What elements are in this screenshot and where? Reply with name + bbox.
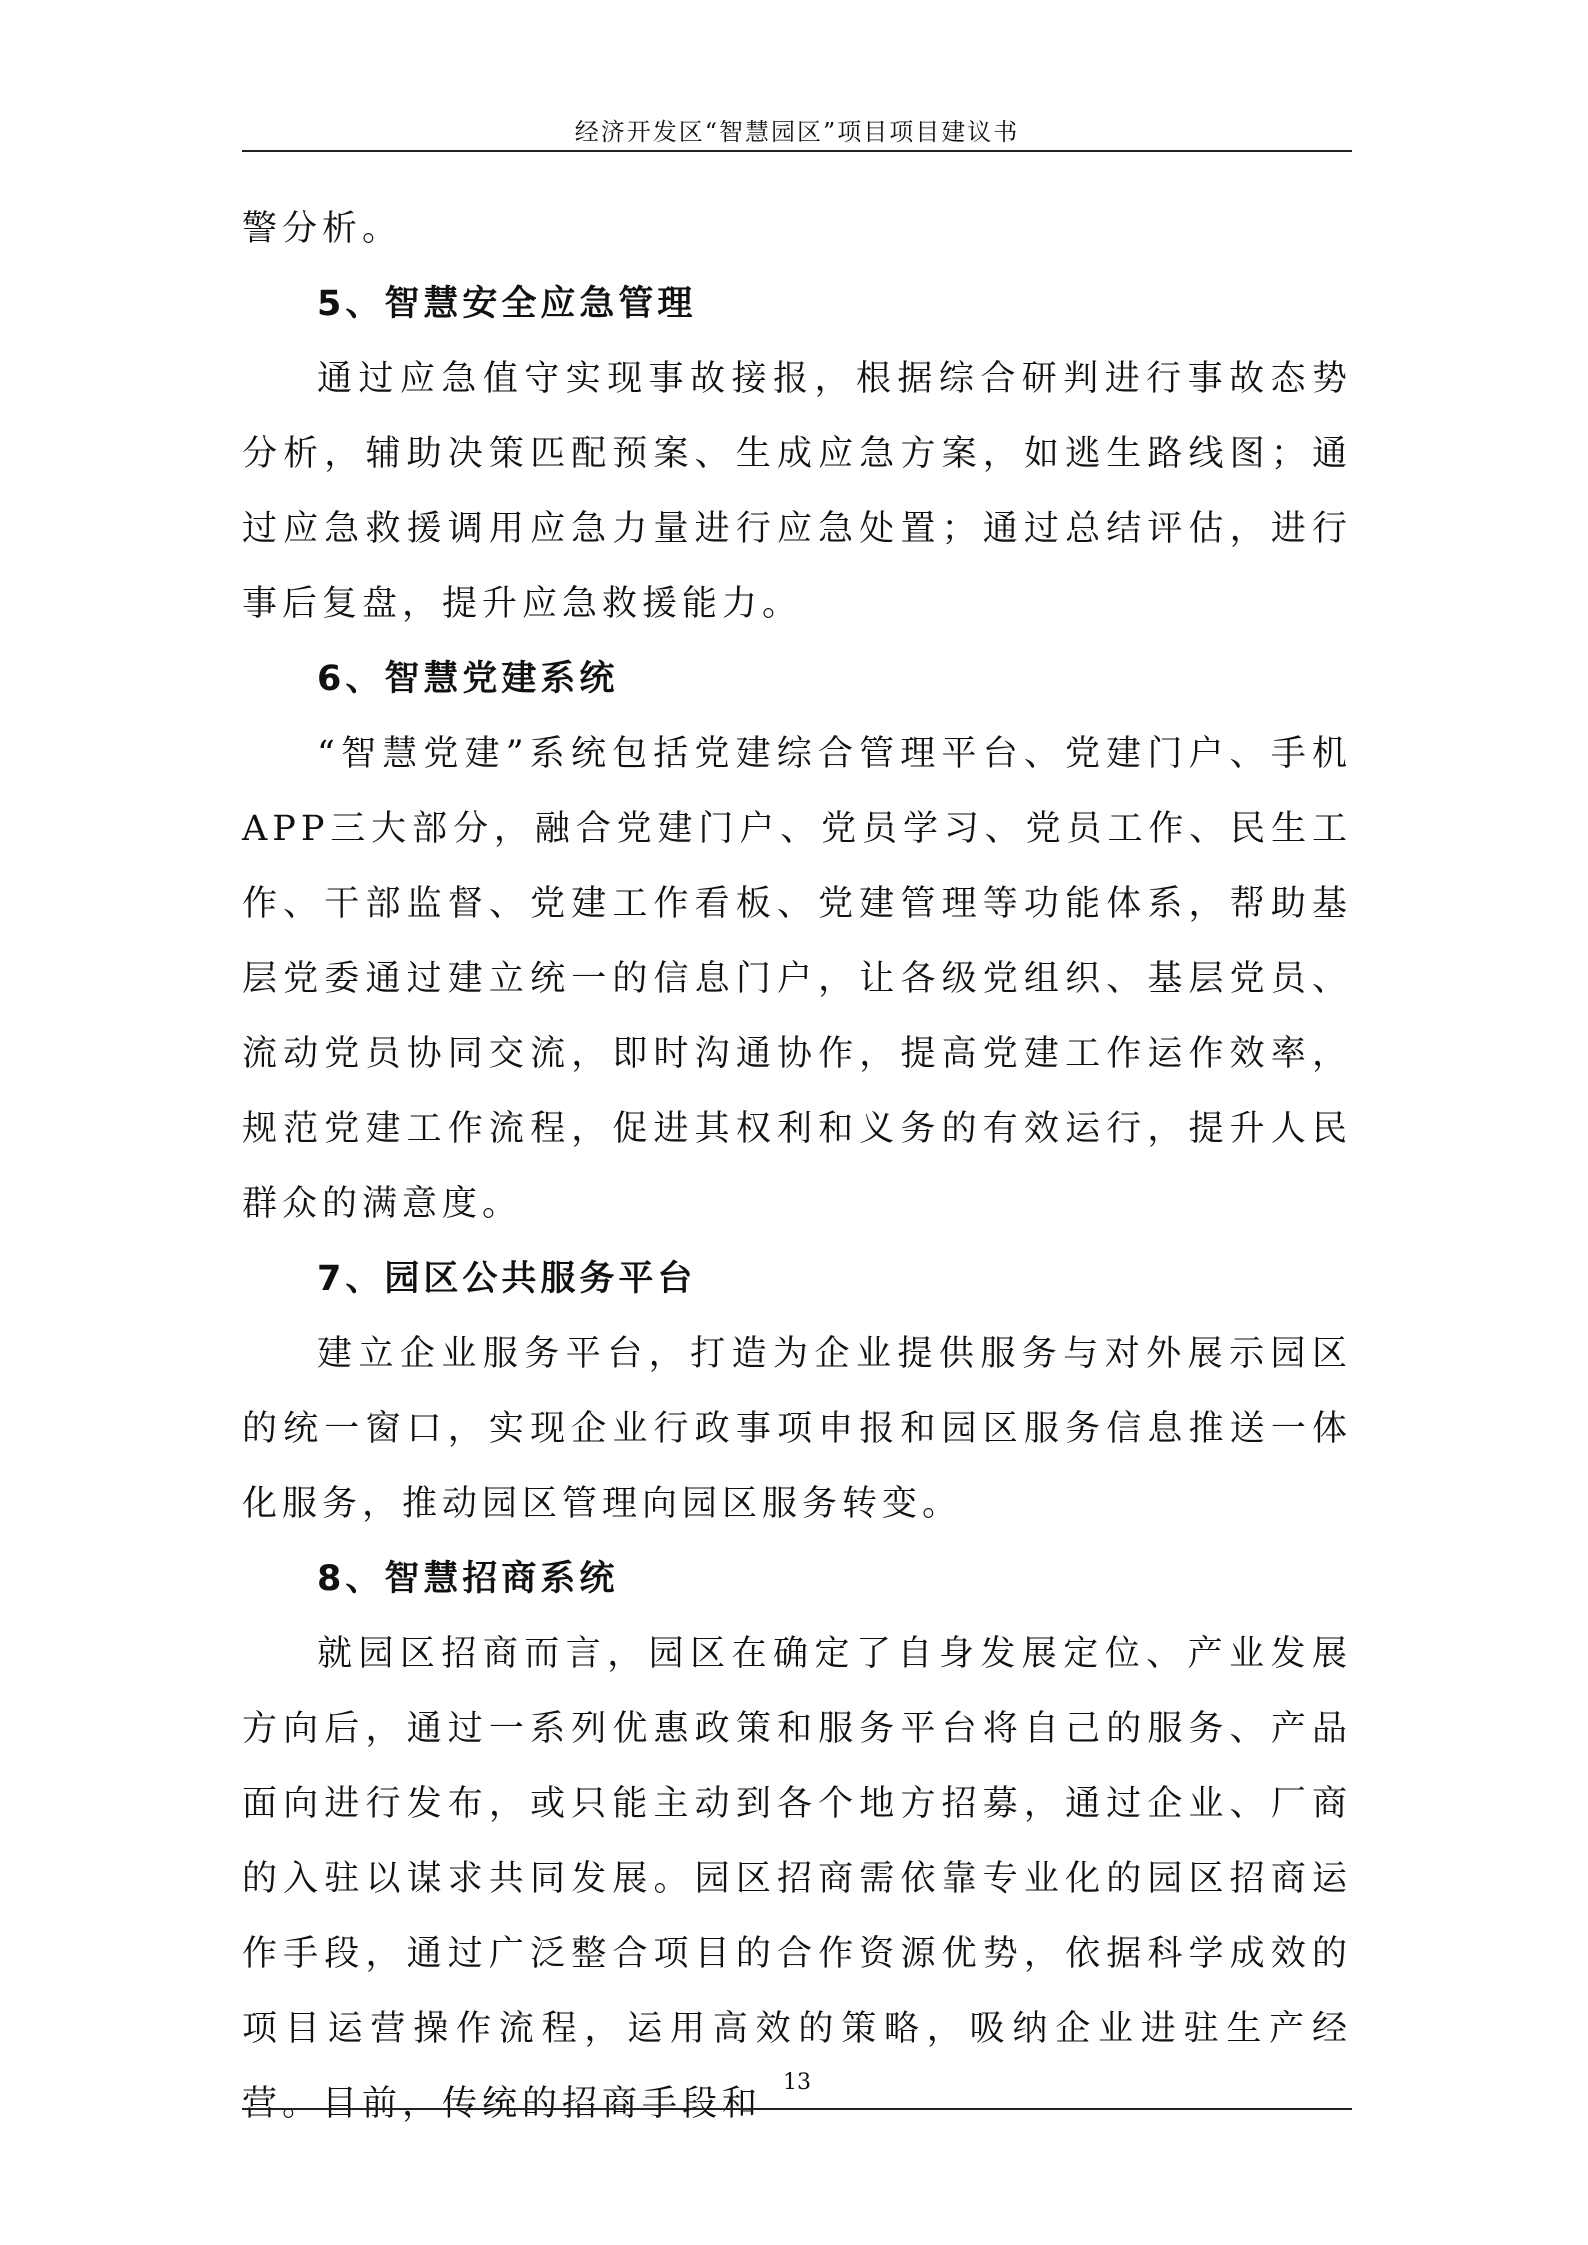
paragraph-investment-attraction: 就园区招商而言，园区在确定了自身发展定位、产业发展方向后，通过一系列优惠政策和服务平台将自己的服务、产品面向进行发布，或只能主动到各个地方招募，通过企业、厂商的入驻以谋求共同发展。园区招商需依靠专业化的园区招商运作手段，通过广泛整合项目的合作资源优势，依据科学成效的项目运营操作流程，运用高效的策略，吸纳企业进驻生产经营。目前，传统的招商手段和 xyxy=(242,1634,1352,2124)
paragraph-public-service-platform: 建立企业服务平台，打造为企业提供服务与对外展示园区的统一窗口，实现企业行政事项申报和园区服务信息推送一体化服务，推动园区管理向园区服务转变。 xyxy=(242,1334,1352,1524)
paragraph-emergency-management: 通过应急值守实现事故接报，根据综合研判进行事故态势分析，辅助决策匹配预案、生成应急方案，如逃生路线图；通过应急救援调用应急力量进行应急处置；通过总结评估，进行事后复盘，提升应急救援能力。 xyxy=(242,359,1352,624)
section-heading-public-service-platform: 7、园区公共服务平台 xyxy=(317,1259,697,1299)
section-heading-investment-attraction: 8、智慧招商系统 xyxy=(317,1559,619,1599)
running-header: 经济开发区“智慧园区”项目项目建议书 xyxy=(574,118,1020,146)
paragraph-party-building: “智慧党建”系统包括党建综合管理平台、党建门户、手机APP三大部分，融合党建门户、党员学习、党员工作、民生工作、干部监督、党建工作看板、党建管理等功能体系，帮助基层党委通过建立统一的信息门户，让各级党组织、基层党员、流动党员协同交流，即时沟通协作，提高党建工作运作效率，规范党建工作流程，促进其权利和义务的有效运行，提升人民群众的满意度。 xyxy=(242,734,1352,1224)
footer-divider xyxy=(242,2108,1352,2110)
section-heading-party-building: 6、智慧党建系统 xyxy=(317,659,619,699)
header-divider xyxy=(242,150,1352,152)
section-heading-emergency-management: 5、智慧安全应急管理 xyxy=(317,284,697,324)
document-body xyxy=(242,192,1352,2142)
paragraph-continuation: 警分析。 xyxy=(242,209,403,249)
page-number: 13 xyxy=(783,2070,811,2095)
